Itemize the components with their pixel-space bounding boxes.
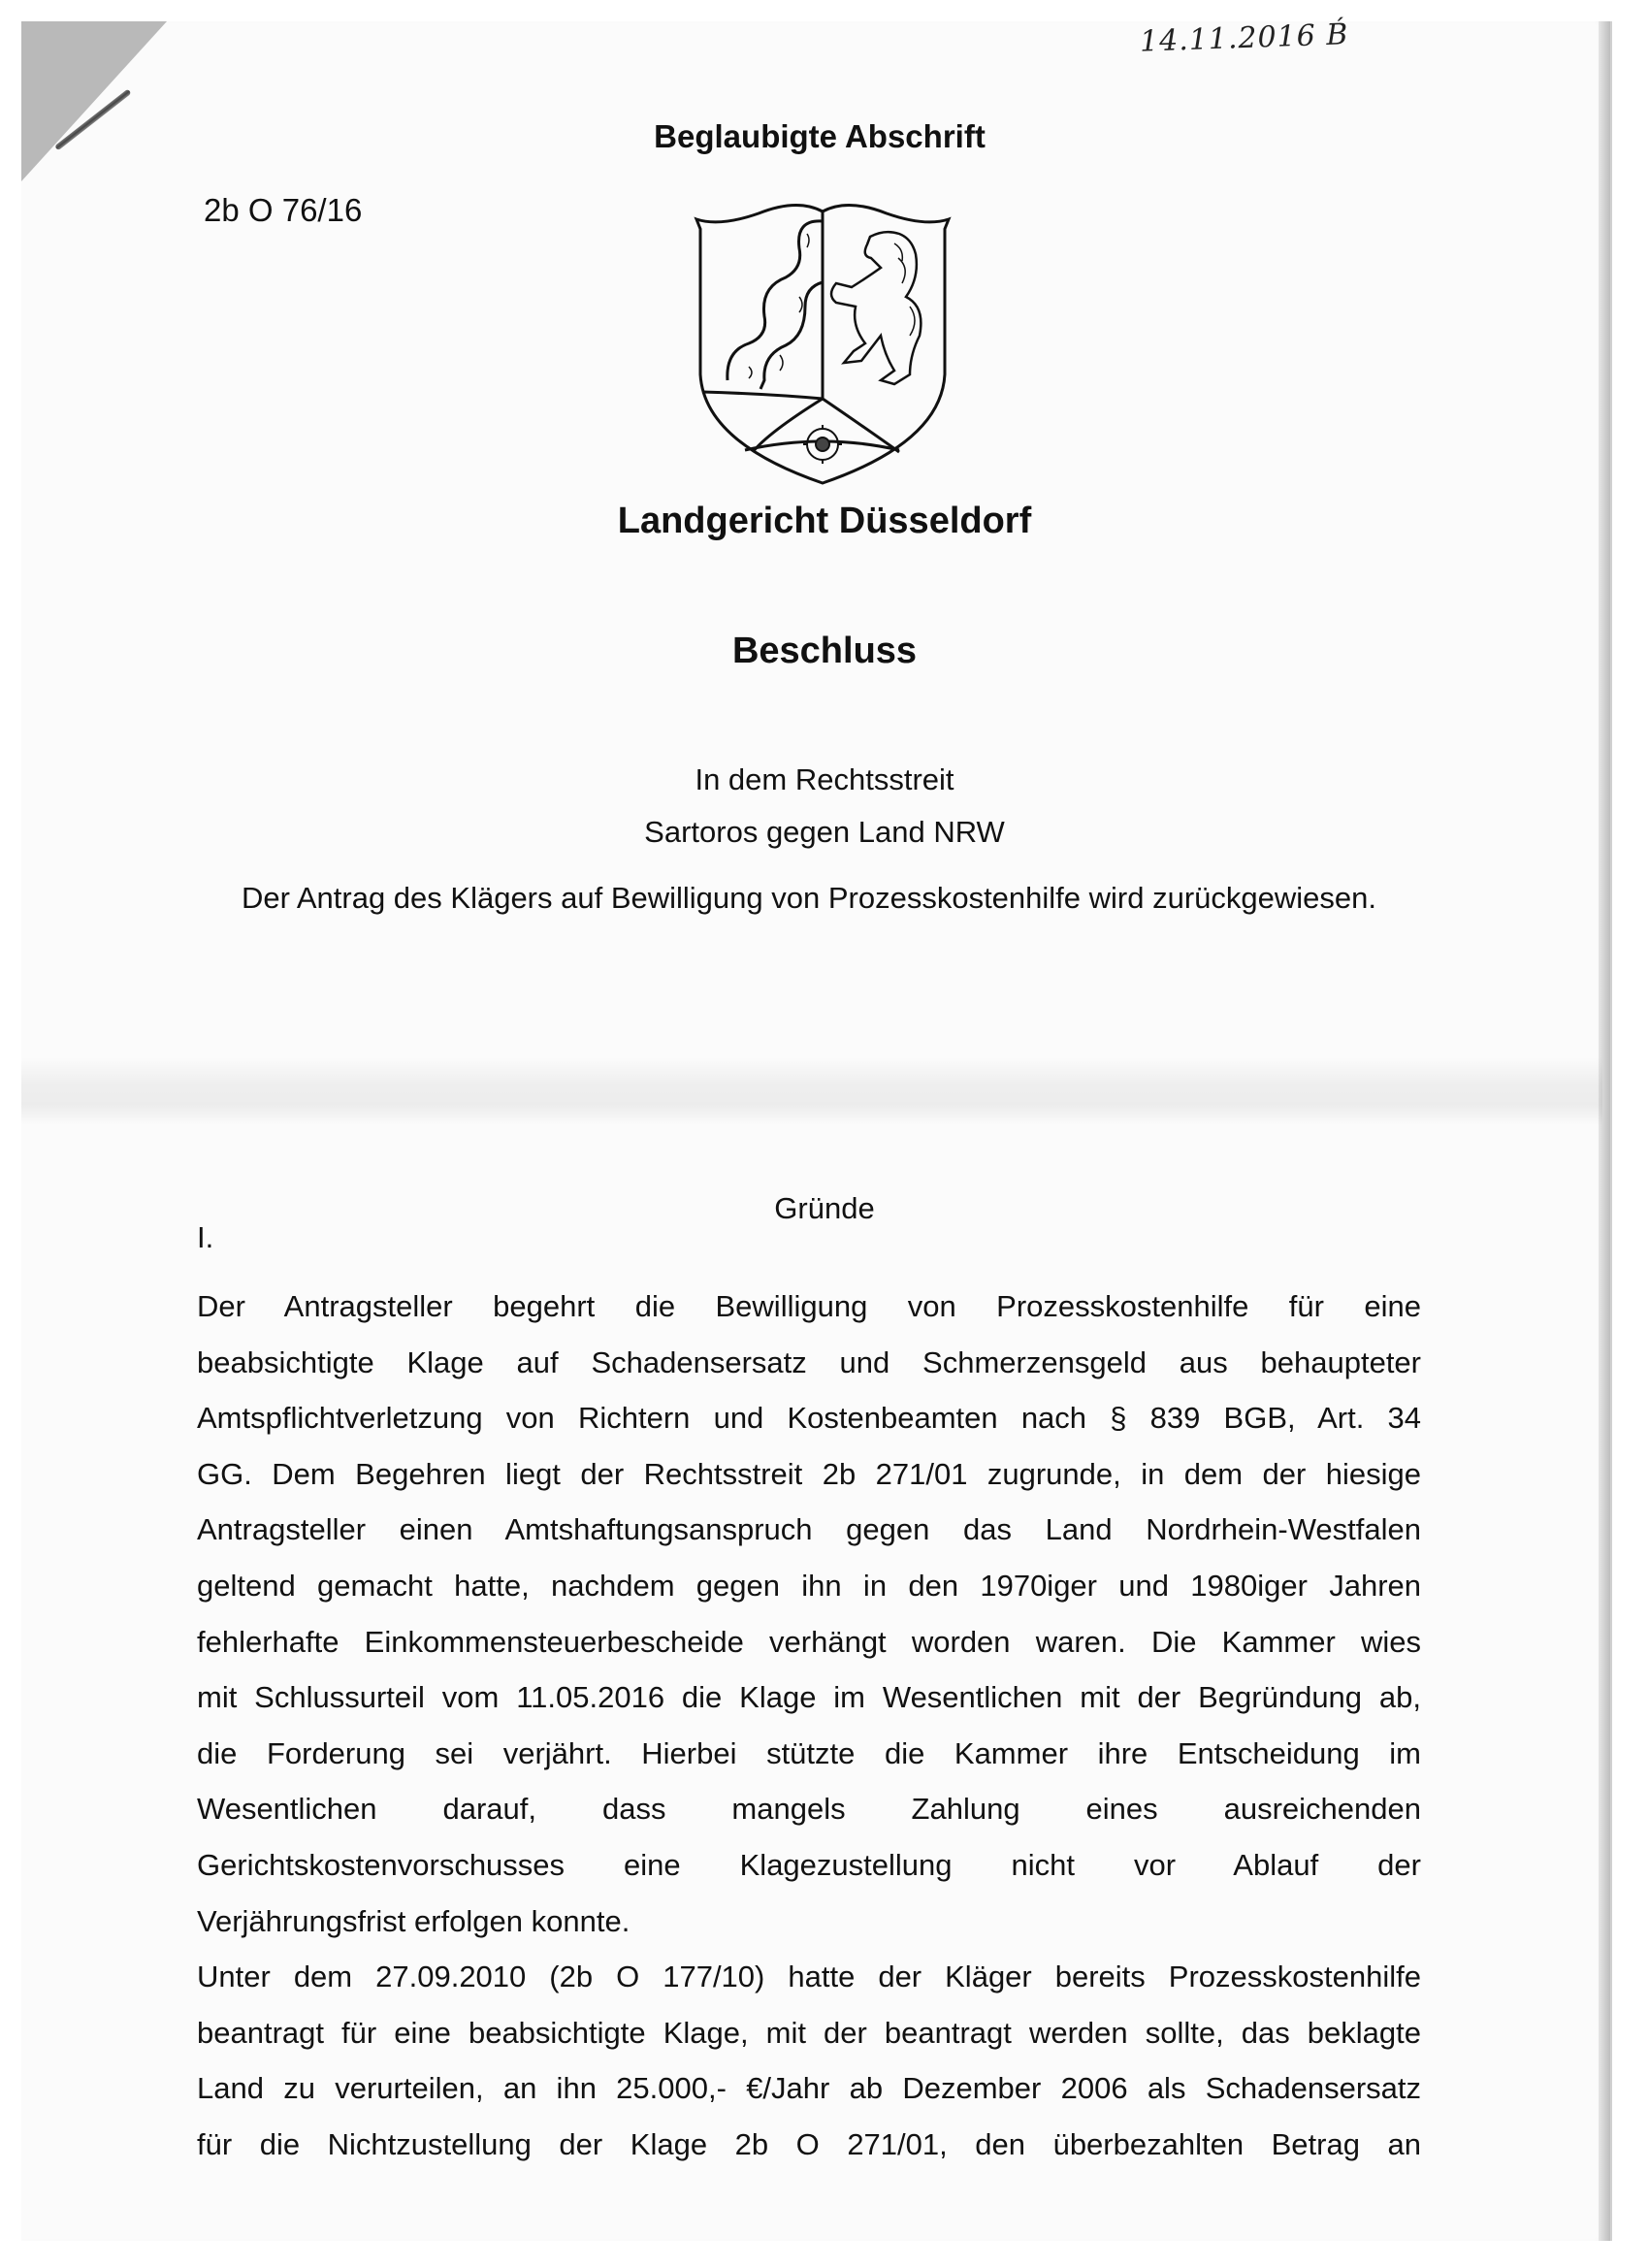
page-right-edge <box>1599 21 1610 2241</box>
court-name: Landgericht Düsseldorf <box>617 501 1032 541</box>
handwritten-date-annotation <box>1139 17 1348 58</box>
parties-line: Sartoros gegen Land NRW <box>644 815 1005 849</box>
text-line: Amtspflichtverletzung von Richtern und Kostenbeamten nach § 839 BGB, Art. 34 <box>197 1401 1421 1436</box>
text-line: fehlerhafte Einkommensteuerbescheide verhängt worden waren. Die Kammer wies <box>197 1624 1421 1659</box>
proceedings-intro: In dem Rechtsstreit <box>695 762 954 796</box>
text-line: Der Antragsteller begehrt die Bewilligung von Prozesskostenhilfe für eine <box>197 1289 1421 1323</box>
case-number: 2b O 76/16 <box>204 192 363 228</box>
decision-title: Beschluss <box>731 631 918 671</box>
grounds-heading: Gründe <box>774 1191 875 1225</box>
text-line: beantragt für eine beabsichtigte Klage, mit der beantragt werden sollte, das beklagte <box>197 2015 1421 2050</box>
grounds-body <box>197 1279 1421 2173</box>
text-line: Verjährungsfrist erfolgen konnte. <box>197 1903 630 1938</box>
text-line: Unter dem 27.09.2010 (2b O 177/10) hatte der Kläger bereits Prozesskostenhilfe <box>197 1960 1421 1994</box>
page-corner-shadow <box>21 21 167 181</box>
text-line: Gerichtskostenvorschusses eine Klagezustellung nicht vor Ablauf der <box>197 1847 1421 1882</box>
operative-part: Der Antrag des Klägers auf Bewilligung von Prozesskostenhilfe wird zurückgewiesen. <box>242 881 1376 915</box>
paragraph <box>197 1949 1421 2172</box>
text-line: die Forderung sei verjährt. Hierbei stützte die Kammer ihre Entscheidung im <box>197 1735 1421 1770</box>
text-line: geltend gemacht hatte, nachdem gegen ihn in den 1970iger und 1980iger Jahren <box>197 1568 1421 1603</box>
text-line: mit Schlussurteil vom 11.05.2016 die Klage im Wesentlichen mit der Begründung ab, <box>197 1680 1421 1715</box>
certified-copy-heading <box>0 118 1649 155</box>
paragraph <box>197 1279 1421 1949</box>
text-line: Land zu verurteilen, an ihn 25.000,- €/Jahr ab Dezember 2006 als Schadensersatz <box>197 2071 1421 2106</box>
text-line: GG. Dem Begehren liegt der Rechtsstreit 2b 271/01 zugrunde, in dem der hiesige <box>197 1456 1421 1491</box>
certified-copy-label: Beglaubigte Abschrift <box>654 118 986 154</box>
text-line: für die Nichtzustellung der Klage 2b O 271/01, den überbezahlten Betrag an <box>197 2126 1421 2161</box>
text-line: Antragsteller einen Amtshaftungsanspruch gegen das Land Nordrhein-Westfalen <box>197 1512 1421 1547</box>
text-line: Wesentlichen darauf, dass mangels Zahlung eines ausreichenden <box>197 1792 1421 1827</box>
section-number: I. <box>197 1220 214 1254</box>
scan-artifact-band <box>21 1057 1602 1125</box>
handwritten-date: 14.11.2016 B́ <box>1139 17 1349 59</box>
coat-of-arms-icon <box>691 190 954 486</box>
text-line: beabsichtigte Klage auf Schadensersatz und Schmerzensgeld aus behaupteter <box>197 1345 1421 1379</box>
